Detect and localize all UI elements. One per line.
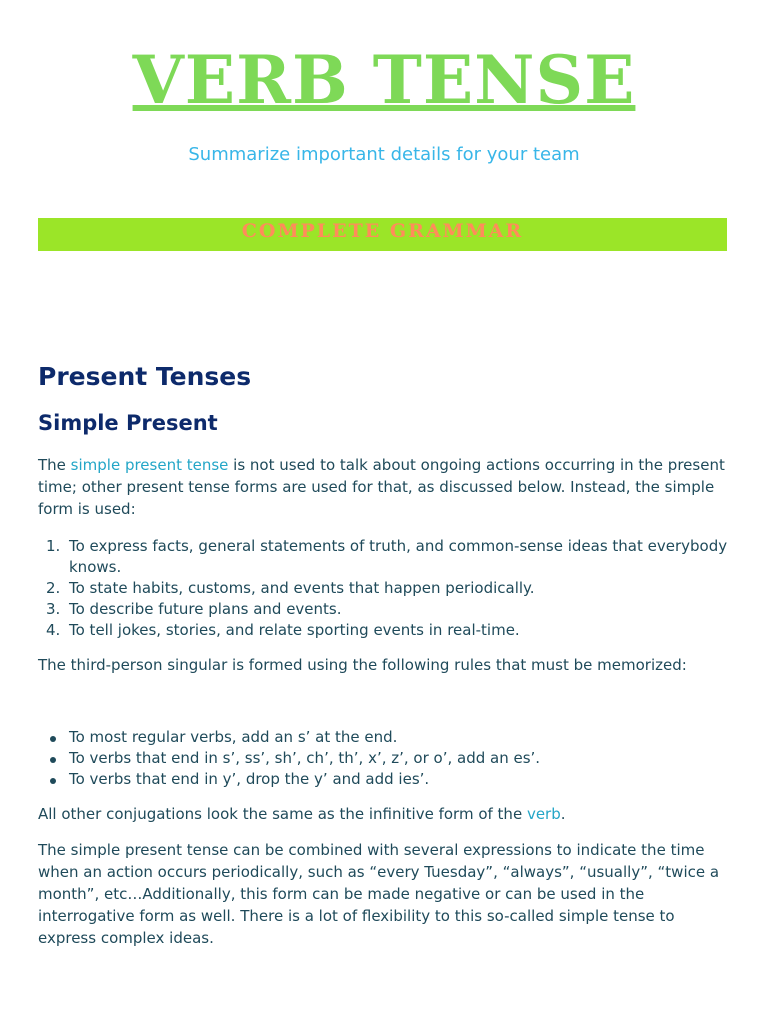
list-item: [38, 748, 730, 769]
list-item-text: To describe future plans and events.: [69, 600, 342, 618]
list-number: 2.: [46, 579, 61, 597]
rules-list: [38, 727, 730, 790]
list-item: [38, 578, 730, 599]
title-text: VERB TENSE: [132, 41, 636, 119]
verb-link[interactable]: verb: [526, 805, 561, 823]
list-number: 4.: [46, 621, 61, 639]
document-subtitle: Summarize important details for your team: [188, 144, 580, 165]
list-number: 1.: [46, 537, 61, 555]
third-person-paragraph: The third-person singular is formed using the following rules that must be memorized:: [38, 656, 687, 674]
list-item: [38, 727, 730, 748]
list-item: [38, 769, 730, 790]
list-item-text: To verbs that end in y’, drop the y’ and add ies’.: [69, 770, 430, 788]
list-item-text: To express facts, general statements of truth, and common-sense ideas that everybody knows.: [69, 537, 728, 576]
list-item-text: To most regular verbs, add an s’ at the end.: [69, 728, 398, 746]
bullet-icon: [50, 757, 56, 763]
heading-simple-present: Simple Present: [38, 411, 218, 435]
intro-text-after: is not used to talk about ongoing actions occurring in the present time; other present tense forms are used for that, as discussed below. Instead, the simple form is used:: [38, 456, 725, 518]
closing-paragraph: The simple present tense can be combined with several expressions to indicate the time when an action occurs periodically, such as “every Tuesday”, “always”, “usually”, “twice a month”, etc…Additionally, this form can be made negative or can be used in the interrogative form as well. There is a lot of flexibility to this so-called simple tense to express complex ideas.: [38, 841, 720, 947]
list-item: [38, 620, 730, 641]
conjugations-text-after: .: [560, 805, 566, 823]
simple-present-tense-link[interactable]: simple present tense: [70, 456, 229, 474]
heading-present-tenses: Present Tenses: [38, 362, 252, 391]
conjugations-text-before: All other conjugations look the same as the infinitive form of the: [38, 805, 527, 823]
document-title: [0, 40, 768, 120]
list-item: [38, 599, 730, 620]
list-number: 3.: [46, 600, 61, 618]
list-item-text: To verbs that end in s’, ss’, sh’, ch’, th’, x’, z’, or o’, add an es’.: [69, 749, 541, 767]
section-banner: [38, 218, 727, 251]
intro-text-before: The: [38, 456, 71, 474]
list-item-text: To state habits, customs, and events that happen periodically.: [69, 579, 535, 597]
list-item: [38, 536, 730, 578]
banner-label: COMPLETE GRAMMAR: [241, 220, 524, 242]
uses-list: [38, 536, 730, 641]
bullet-icon: [50, 778, 56, 784]
list-item-text: To tell jokes, stories, and relate sporting events in real-time.: [69, 621, 520, 639]
bullet-icon: [50, 736, 56, 742]
conjugations-paragraph: [38, 803, 730, 825]
intro-paragraph: [38, 454, 730, 520]
